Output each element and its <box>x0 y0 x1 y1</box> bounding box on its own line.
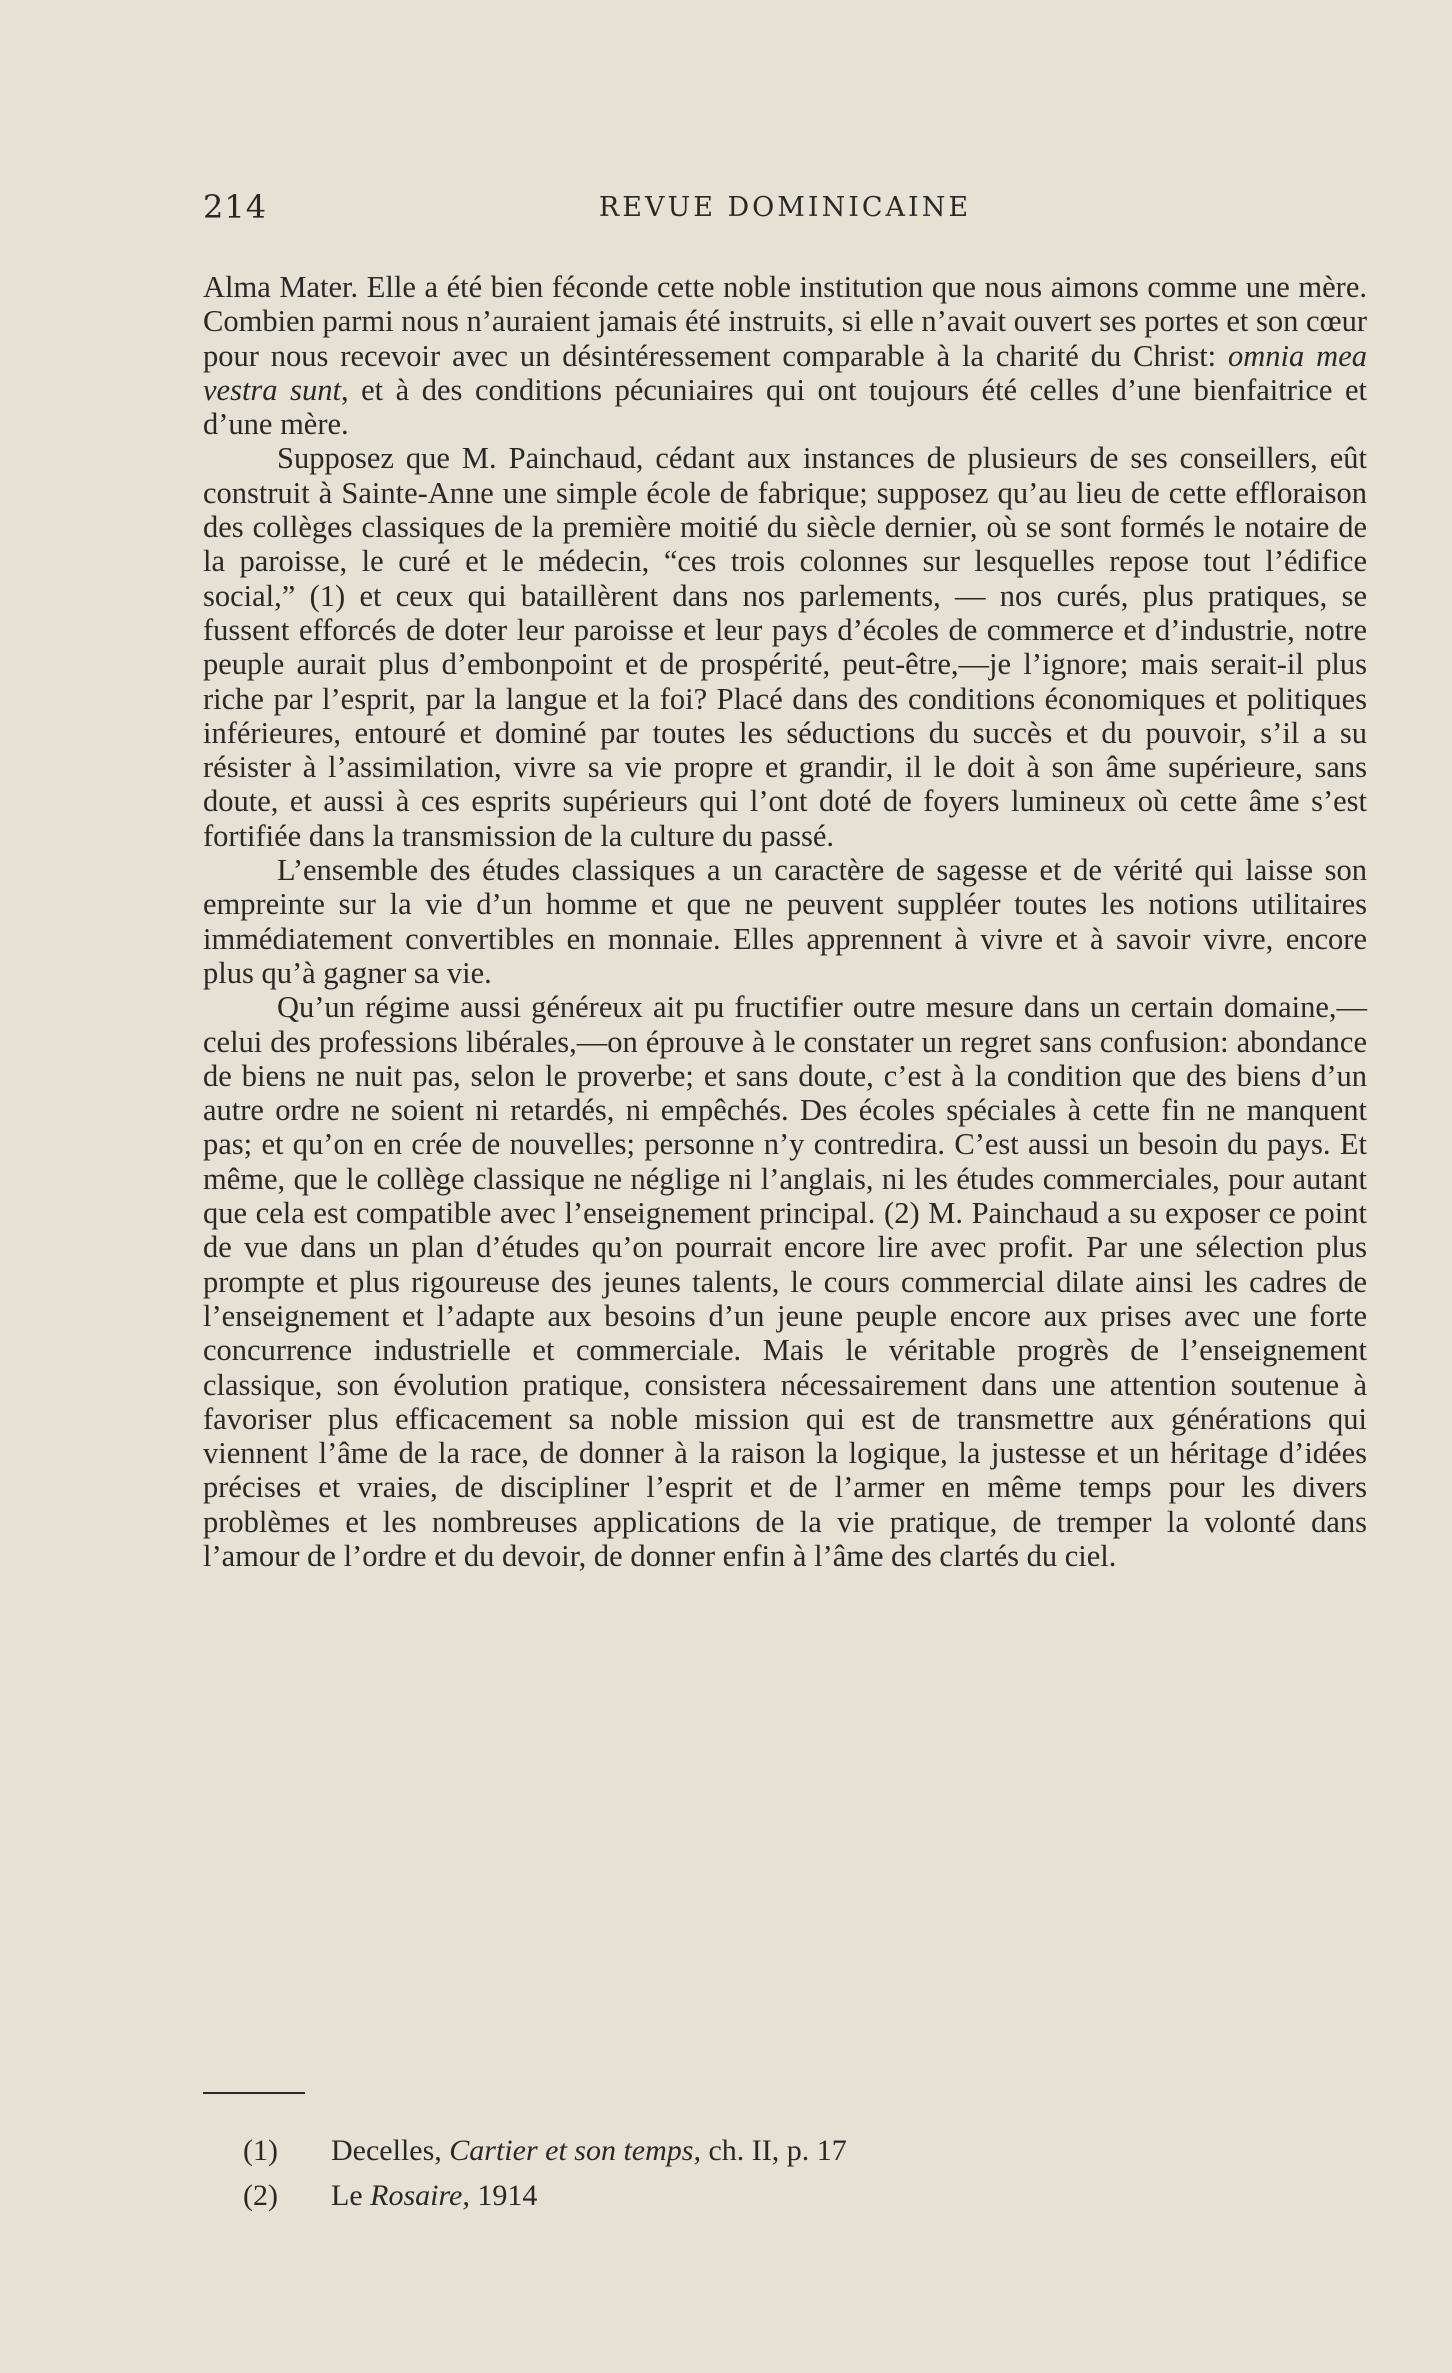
body-text <box>203 270 1367 1573</box>
page-header <box>203 188 1367 232</box>
footnote-text: Decelles, <box>331 2134 450 2167</box>
footnote-text: Le <box>331 2179 371 2212</box>
latin-quote: omnia mea vestra sunt <box>203 338 1367 407</box>
paragraph-4: Qu’un régime aussi généreux ait pu fructifier outre mesure dans un certain domaine,—celui des professions libérales,—on éprouve à le constater un regret sans confusion: abondance de biens ne nuit pas, selon le proverbe; et sans doute, c’est à la condition que des biens d’un autre ordre ne soient ni retardés, ni empêchés. Des écoles spéciales à cette fin ne manquent pas; et qu’on en crée de nouvelles; personne n’y contredira. C’est aussi un besoin du pays. Et même, que le collège classique ne néglige ni l’anglais, ni les études commerciales, pour autant que cela est compatible avec l’enseignement principal. (2) M. Painchaud a su exposer ce point de vue dans un plan d’études qu’on pourrait encore lire avec profit. Par une sélection plus prompte et plus rigoureuse des jeunes talents, le cours commercial dilate ainsi les cadres de l’enseignement et l’adapte aux besoins d’un jeune peuple encore aux prises avec une forte concurrence industrielle et commerciale. Mais le véritable progrès de l’enseignement classique, son évolution pratique, consistera nécessairement dans une attention soutenue à favoriser plus efficacement sa noble mission qui est de transmettre aux générations qui viennent l’âme de la race, de donner à la raison la logique, la justesse et un héritage d’idées précises et vraies, de discipliner l’esprit et de l’armer en même temps pour les divers problèmes et les nombreuses applications de la vie pratique, de tremper la volonté dans l’amour de l’ordre et du devoir, de donner enfin à l’âme des clartés du ciel. <box>203 990 1367 1573</box>
paragraph-1-text-end: , et à des conditions pécuniaires qui ont toujours été celles d’une bienfaitrice et d’une mère. <box>203 372 1367 442</box>
footnote-title: Cartier et son temps, <box>449 2134 701 2167</box>
footnote-text-end: 1914 <box>469 2179 538 2212</box>
footnote-title: Rosaire, <box>370 2179 470 2212</box>
paragraph-1 <box>203 270 1367 441</box>
footnote-2 <box>243 2173 1243 2218</box>
page-number: 214 <box>203 188 268 226</box>
footnote-number: (1) <box>243 2134 278 2167</box>
footnote-divider <box>203 2092 305 2094</box>
footnote-1 <box>243 2128 1243 2173</box>
footnotes <box>243 2128 1243 2218</box>
footnote-number: (2) <box>243 2179 278 2212</box>
paragraph-1-text: Alma Mater. Elle a été bien féconde cette noble institution que nous aimons comme une mère. Combien parmi nous n’auraient jamais été instruits, si elle n’avait ouvert ses portes et son cœur pour nous recevoir avec un désintéressement comparable à la charité du Christ: <box>203 270 1367 373</box>
footnote-text-end: ch. II, p. 17 <box>700 2134 847 2167</box>
running-title: REVUE DOMINICAINE <box>598 192 972 223</box>
paragraph-3: L’ensemble des études classiques a un caractère de sagesse et de vérité qui laisse son empreinte sur la vie d’un homme et que ne peuvent suppléer toutes les notions utilitaires immédiatement convertibles en monnaie. Elles apprennent à vivre et à savoir vivre, encore plus qu’à gagner sa vie. <box>203 853 1367 990</box>
paragraph-2: Supposez que M. Painchaud, cédant aux instances de plusieurs de ses conseillers, eût construit à Sainte-Anne une simple école de fabrique; supposez qu’au lieu de cette effloraison des collèges classiques de la première moitié du siècle dernier, où se sont formés le notaire de la paroisse, le curé et le médecin, “ces trois colonnes sur lesquelles repose tout l’édifice social,” (1) et ceux qui bataillèrent dans nos parlements, — nos curés, plus pratiques, se fussent efforcés de doter leur paroisse et leur pays d’écoles de commerce et d’industrie, notre peuple aurait plus d’embonpoint et de prospérité, peut-être,—je l’ignore; mais serait-il plus riche par l’esprit, par la langue et la foi? Placé dans des conditions économiques et politiques inférieures, entouré et dominé par toutes les séductions du succès et du pouvoir, s’il a su résister à l’assimilation, vivre sa vie propre et grandir, il le doit à son âme supérieure, sans doute, et aussi à ces esprits supérieurs qui l’ont doté de foyers lumineux où cette âme s’est fortifiée dans la transmission de la culture du passé. <box>203 441 1367 853</box>
